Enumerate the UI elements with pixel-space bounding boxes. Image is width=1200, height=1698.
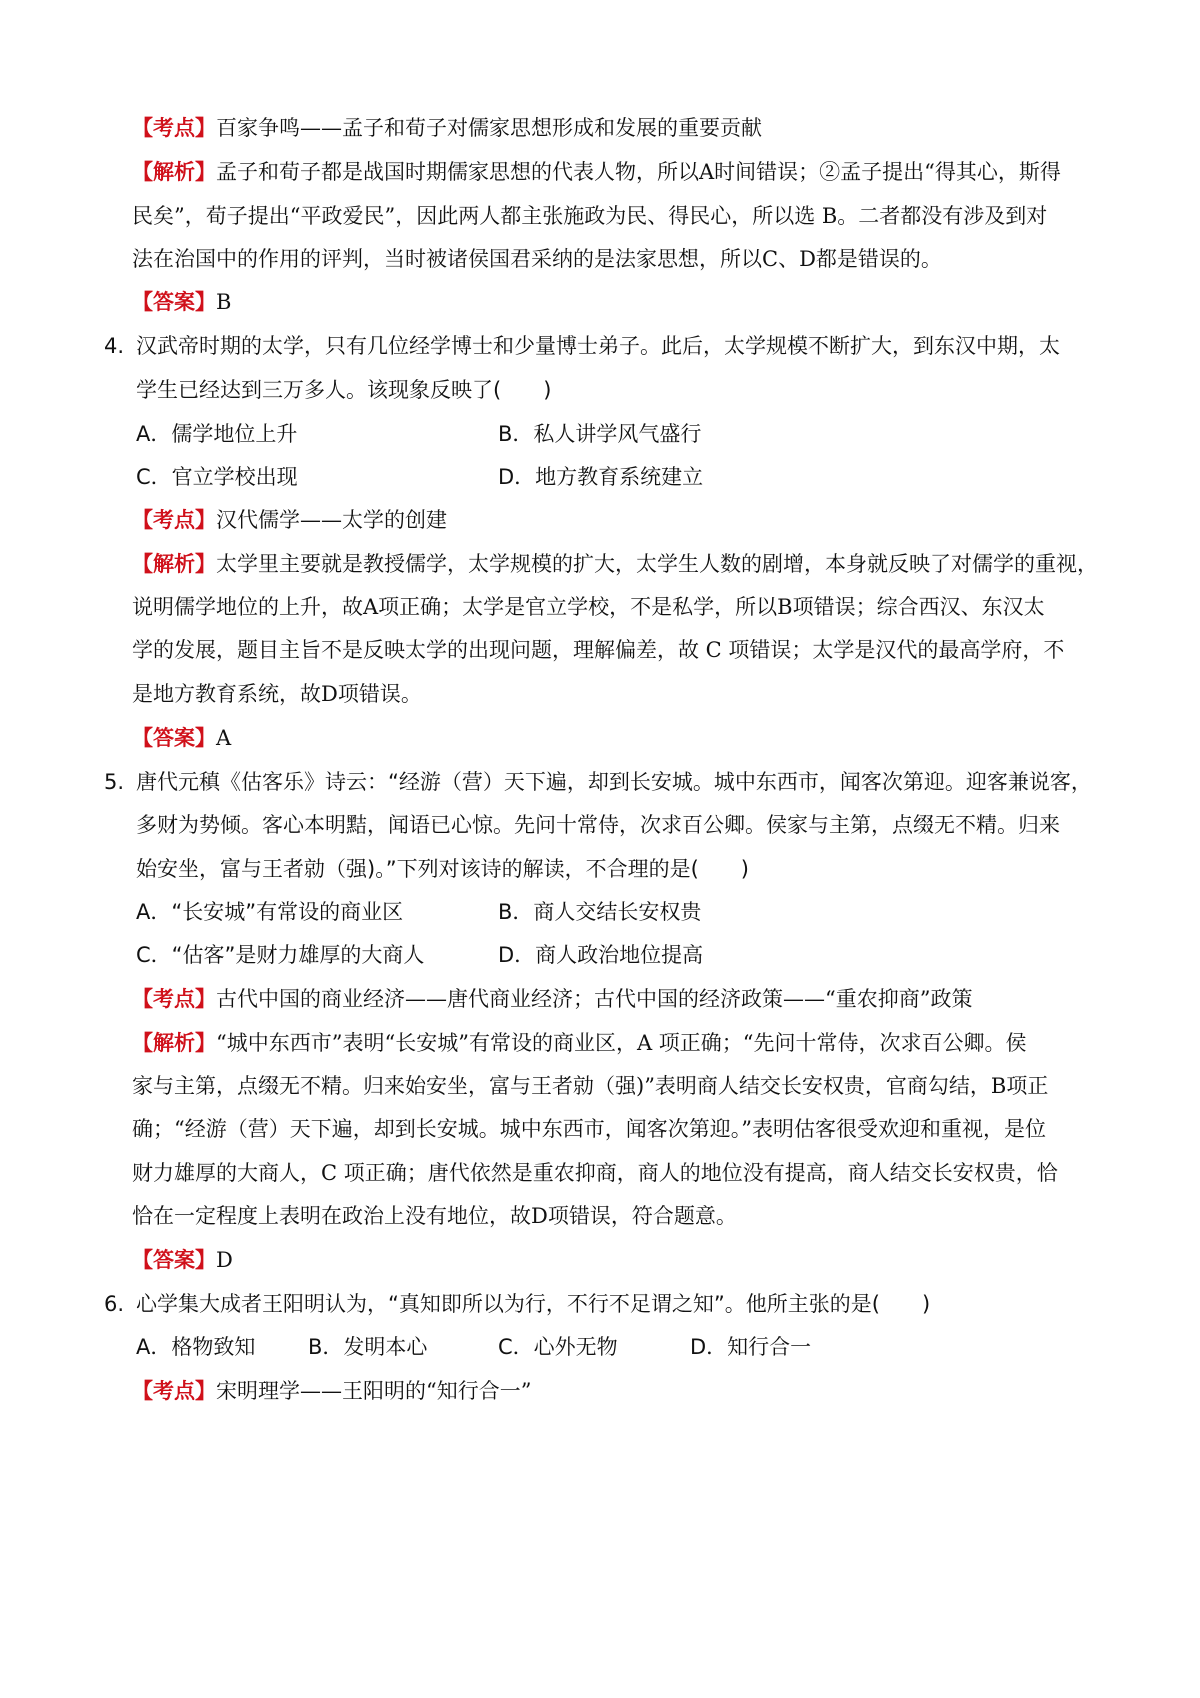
option-b: B．发明本心 — [308, 1335, 428, 1359]
question-text: 始安坐，富与王者勍（强)。”下列对该诗的解读，不合理的是( ) — [136, 857, 749, 881]
daan-text: B — [216, 290, 232, 314]
daan-tag: 【答案】 — [132, 726, 216, 750]
kaodian-row — [132, 984, 972, 1014]
question-text: 多财为势倾。客心本明黠，闻语已心惊。先问十常侍，次求百公卿。侯家与主第，点缀无不精。归来 — [136, 813, 1060, 837]
daan-row — [132, 723, 231, 753]
question-text: 唐代元稹《估客乐》诗云：“经游（营）天下遍，却到长安城。城中东西市，闻客次第迎。迎客兼说客， — [136, 770, 1092, 794]
daan-text: D — [216, 1248, 233, 1272]
option-b: B．商人交结长安权贵 — [498, 900, 702, 924]
daan-text: A — [216, 726, 232, 750]
daan-row — [132, 287, 231, 317]
kaodian-tag: 【考点】 — [132, 987, 216, 1011]
daan-tag: 【答案】 — [132, 290, 216, 314]
option-d: D．知行合一 — [690, 1335, 812, 1359]
jiexi-tag: 【解析】 — [132, 160, 216, 184]
jiexi-text: 民矣”，荀子提出“平政爱民”，因此两人都主张施政为民、得民心，所以选 B。二者都没有涉及到对 — [132, 204, 1048, 228]
kaodian-text: 宋明理学——王阳明的“知行合一” — [216, 1379, 532, 1403]
kaodian-tag: 【考点】 — [132, 116, 216, 140]
daan-tag: 【答案】 — [132, 1248, 216, 1272]
kaodian-text: 百家争鸣——孟子和荀子对儒家思想形成和发展的重要贡献 — [216, 116, 762, 140]
option-c: C．“估客”是财力雄厚的大商人 — [136, 943, 425, 967]
jiexi-text: 家与主第，点缀无不精。归来始安坐，富与王者勍（强)”表明商人结交长安权贵，官商勾结，B项正 — [132, 1074, 1049, 1098]
jiexi-text: 恰在一定程度上表明在政治上没有地位，故D项错误，符合题意。 — [132, 1204, 737, 1228]
kaodian-tag: 【考点】 — [132, 1379, 216, 1403]
option-c: C．心外无物 — [498, 1335, 618, 1359]
question-number: 6. — [104, 1292, 125, 1316]
jiexi-text: 孟子和荀子都是战国时期儒家思想的代表人物，所以A时间错误；②孟子提出“得其心，斯得 — [216, 160, 1061, 184]
jiexi-text: 是地方教育系统，故D项错误。 — [132, 682, 422, 706]
jiexi-tag: 【解析】 — [132, 1031, 216, 1055]
jiexi-text: 法在治国中的作用的评判，当时被诸侯国君采纳的是法家思想，所以C、D都是错误的。 — [132, 247, 942, 271]
question-text: 心学集大成者王阳明认为，“真知即所以为行，不行不足谓之知”。他所主张的是( ) — [136, 1292, 931, 1316]
jiexi-text: 太学里主要就是教授儒学，太学规模的扩大，太学生人数的剧增，本身就反映了对儒学的重视， — [216, 552, 1098, 576]
jiexi-row — [132, 157, 1061, 187]
option-d: D．商人政治地位提高 — [498, 943, 704, 967]
option-d: D．地方教育系统建立 — [498, 465, 704, 489]
option-b: B．私人讲学风气盛行 — [498, 422, 702, 446]
kaodian-row — [132, 113, 762, 143]
kaodian-text: 古代中国的商业经济——唐代商业经济；古代中国的经济政策——“重农抑商”政策 — [216, 987, 973, 1011]
jiexi-text: 学的发展，题目主旨不是反映太学的出现问题，理解偏差，故 C 项错误；太学是汉代的最高学府，不 — [132, 638, 1065, 662]
jiexi-tag: 【解析】 — [132, 552, 216, 576]
kaodian-row — [132, 1376, 531, 1406]
kaodian-tag: 【考点】 — [132, 508, 216, 532]
question-text: 学生已经达到三万多人。该现象反映了( ) — [136, 378, 552, 402]
option-c: C．官立学校出现 — [136, 465, 298, 489]
option-a: A．儒学地位上升 — [136, 422, 298, 446]
jiexi-row — [132, 549, 1098, 579]
jiexi-row — [132, 1028, 1027, 1058]
jiexi-text: 财力雄厚的大商人，C 项正确；唐代依然是重农抑商，商人的地位没有提高，商人结交长安权贵，恰 — [132, 1161, 1058, 1185]
daan-row — [132, 1245, 233, 1275]
question-number: 5. — [104, 770, 125, 794]
kaodian-text: 汉代儒学——太学的创建 — [216, 508, 447, 532]
jiexi-text: 说明儒学地位的上升，故A项正确；太学是官立学校，不是私学，所以B项错误；综合西汉、东汉太 — [132, 595, 1045, 619]
kaodian-row — [132, 505, 447, 535]
jiexi-text: “城中东西市”表明“长安城”有常设的商业区，A 项正确；“先问十常侍，次求百公卿。侯 — [216, 1031, 1027, 1055]
question-number: 4. — [104, 334, 125, 358]
option-a: A．“长安城”有常设的商业区 — [136, 900, 404, 924]
option-a: A．格物致知 — [136, 1335, 256, 1359]
question-text: 汉武帝时期的太学，只有几位经学博士和少量博士弟子。此后，太学规模不断扩大，到东汉中期，太 — [136, 334, 1060, 358]
jiexi-text: 确；“经游（营）天下遍，却到长安城。城中东西市，闻客次第迎。”表明估客很受欢迎和重视，是位 — [132, 1117, 1046, 1141]
